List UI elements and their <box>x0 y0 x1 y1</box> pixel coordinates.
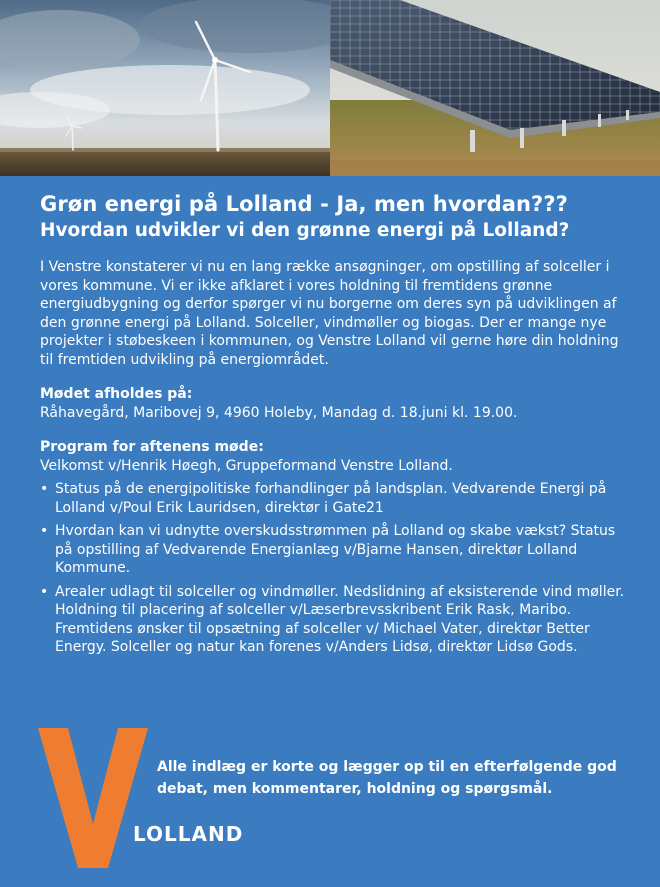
closing-text: Alle indlæg er korte og lægger op til en efterfølgende god debat, men kommentarer, holdning og spørgsmål. <box>157 759 617 797</box>
bullet-icon: • <box>40 523 49 539</box>
bullet-icon: • <box>40 481 49 497</box>
program-welcome: Velkomst v/Henrik Høegh, Gruppeformand Venstre Lolland. <box>40 457 453 474</box>
agenda-item <box>40 583 630 657</box>
agenda-item-text: Hvordan kan vi udnytte overskudsstrømmen på Lolland og skabe vækst? Status på opstilling af Vedvarende Energianlæg v/Bjarne Hansen, direktør Lolland Kommune. <box>55 523 616 576</box>
meeting-details: Råhavegård, Maribovej 9, 4960 Holeby, Mandag d. 18.juni kl. 19.00. <box>40 404 518 421</box>
wind-turbine-photo <box>0 0 330 176</box>
agenda-item-text: Arealer udlagt til solceller og vindmøller. Nedslidning af eksisterende vind møller. Holdning til placering af solceller v/Læserbrevsskribent Erik Rask, Maribo. Fremtidens ønsker til opsætning af solceller v/ Michael Vater, direktør Better Energy. Solceller og natur kan forenes v/Anders Lidsø, direktør Lidsø Gods. <box>55 583 625 655</box>
venstre-v-logo <box>38 728 148 868</box>
logo-wordmark: LOLLAND <box>133 822 244 846</box>
agenda-item-text: Status på de energipolitiske forhandlinger på landsplan. Vedvarende Energi på Lolland v/Poul Erik Lauridsen, direktør i Gate21 <box>55 481 607 516</box>
meeting-heading: Mødet afholdes på: <box>40 386 193 402</box>
agenda-item <box>40 522 630 578</box>
solar-panel-photo <box>330 0 660 176</box>
hero-image-strip <box>0 0 660 176</box>
page-title: Grøn energi på Lolland - Ja, men hvordan??? <box>40 192 568 216</box>
flyer-content <box>40 190 630 662</box>
program-heading: Program for aftenens møde: <box>40 439 264 455</box>
bullet-icon: • <box>40 583 49 600</box>
intro-paragraph: I Venstre konstaterer vi nu en lang række ansøgninger, om opstilling af solceller i vores kommune. Vi er ikke afklaret i vores holdning til fremtidens grønne energiudbygning og derfor spørger vi nu borgerne om deres syn på udviklingen af den grønne energi på Lolland. Solceller, vindmøller og biogas. Der er mange nye projekter i støbeskeen i kommunen, og Venstre Lolland vil gerne høre din holdning til fremtiden udvikling på energiområdet. <box>40 259 619 368</box>
page-subtitle: Hvordan udvikler vi den grønne energi på Lolland? <box>40 220 570 241</box>
agenda-item <box>40 480 630 517</box>
agenda-list <box>40 480 630 657</box>
